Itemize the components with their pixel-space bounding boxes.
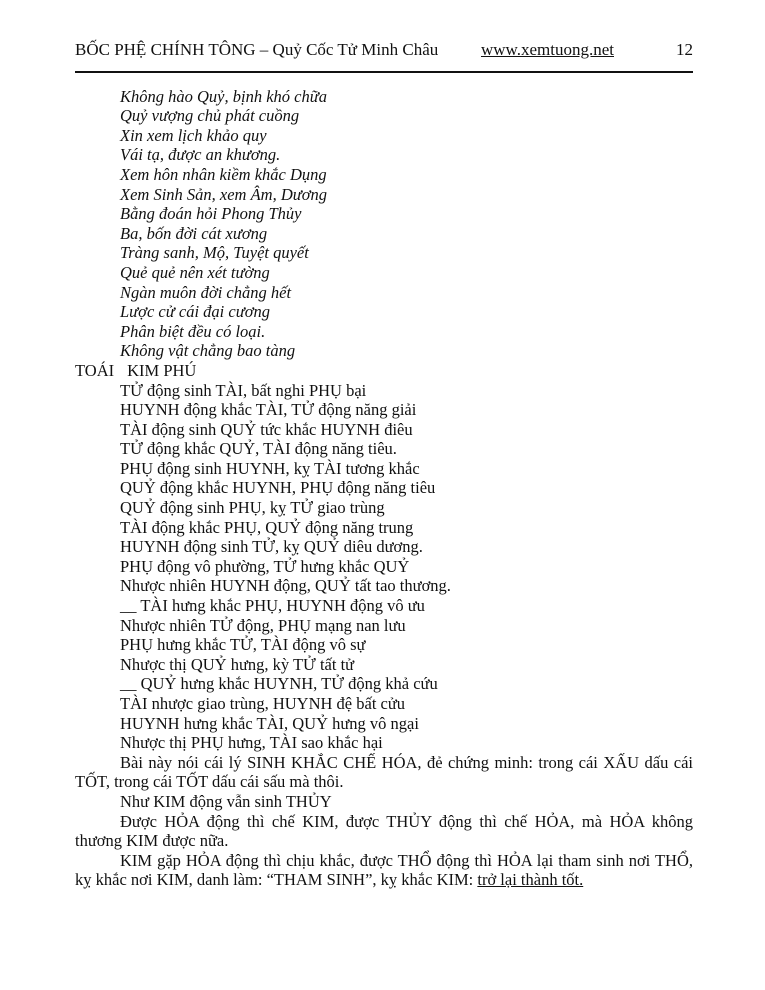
verse-line: Tràng sanh, Mộ, Tuyệt quyết [120,243,309,263]
website-link[interactable]: www.xemtuong.net [481,40,614,59]
verse-block [75,87,693,361]
phu-line: TÀI động sinh QUỶ tức khắc HUYNH điêu [120,419,413,439]
page-header [75,40,693,73]
phu-line: Nhược thị PHỤ hưng, TÀI sao khắc hại [120,733,383,753]
phu-line: QUỶ động sinh PHỤ, kỵ TỬ giao trùng [120,498,385,518]
underlined-phrase: trở lại thành tốt. [477,870,584,890]
verse-line: Xem Sinh Sản, xem Âm, Dương [120,184,328,204]
phu-line: __ TÀI hưng khắc PHỤ, HUYNH động vô ưu [120,596,425,616]
verse-line: Phân biệt đều có loại. [120,321,266,341]
verse-line: Quỷ vượng chủ phát cuồng [120,106,300,126]
verse-line: Ba, bốn đời cát xương [120,223,268,243]
paragraph-tham-sinh [75,851,693,890]
phu-lines-block [75,381,693,753]
verse-line: Xin xem lịch khảo quy [120,125,267,145]
phu-line: Nhược thị QUỶ hưng, kỳ TỬ tất tử [120,654,355,674]
verse-line: Không vật chẳng bao tàng [120,341,296,361]
section-heading [75,361,693,381]
phu-line: PHỤ động sinh HUYNH, kỵ TÀI tương khắc [120,458,420,478]
phu-line: TÀI động khắc PHỤ, QUỶ động năng trung [120,517,414,537]
phu-line: TỬ động khắc QUỶ, TÀI động năng tiêu. [120,439,397,459]
document-title: BỐC PHỆ CHÍNH TÔNG – Quỷ Cốc Tử Minh Châu [75,40,439,59]
paragraph-hoa-che-kim: Được HỎA động thì chế KIM, được THỦY động thì chế HỎA, mà HỎA không thương KIM được nữa. [75,811,693,851]
phu-line: HUYNH động khắc TÀI, TỬ động năng giải [120,400,417,420]
verse-line: Quẻ quẻ nên xét tường [120,262,270,282]
phu-line: Nhược nhiên TỬ động, PHỤ mạng nan lưu [120,615,406,635]
phu-line: __ QUỶ hưng khắc HUYNH, TỬ động khả cứu [120,674,438,694]
page-content [75,87,693,890]
paragraph-sinh-khac: Bài này nói cái lý SINH KHẮC CHẾ HÓA, đẻ chứng minh: trong cái XẤU dấu cái TỐT, trong cái TỐT dấu cái sấu mà thôi. [75,752,693,792]
verse-line: Vái tạ, được an khương. [120,145,281,165]
phu-line: PHỤ động vô phường, TỬ hưng khắc QUỶ [120,556,410,576]
verse-line: Không hào Quỷ, bịnh khó chữa [120,86,327,106]
section-title: KIM PHÚ [127,360,197,380]
verse-line: Ngàn muôn đời chẳng hết [120,282,292,302]
verse-line: Lược cử cái đại cương [120,302,270,322]
page-number: 12 [676,40,693,59]
phu-line: Nhược nhiên HUYNH động, QUỶ tất tao thương. [120,576,451,596]
phu-line: HUYNH động sinh TỬ, kỵ QUỶ diêu dương. [120,537,423,557]
phu-line: TỬ động sinh TÀI, bất nghi PHỤ bại [120,380,367,400]
paragraph-tham-sinh-text: KIM gặp HỎA động thì chịu khắc, được THỔ động thì HỎA lại tham sinh nơi THỔ, kỵ khắc nơi KIM, danh làm: “THAM SINH”, kỵ khắc KIM: [75,850,693,890]
phu-line: HUYNH hưng khắc TÀI, QUỶ hưng vô ngại [120,713,419,733]
paragraph-kim-thuy: Như KIM động vẫn sinh THỦY [120,791,332,811]
verse-line: Bằng đoán hỏi Phong Thủy [120,204,302,224]
phu-line: TÀI nhược giao trùng, HUYNH đệ bất cửu [120,694,406,713]
verse-line: Xem hôn nhân kiềm khắc Dụng [120,164,327,184]
section-label: TOÁI [75,360,115,380]
phu-line: QUỶ động khắc HUYNH, PHỤ động năng tiêu [120,478,436,498]
phu-line: PHỤ hưng khắc TỬ, TÀI động vô sự [120,635,366,655]
